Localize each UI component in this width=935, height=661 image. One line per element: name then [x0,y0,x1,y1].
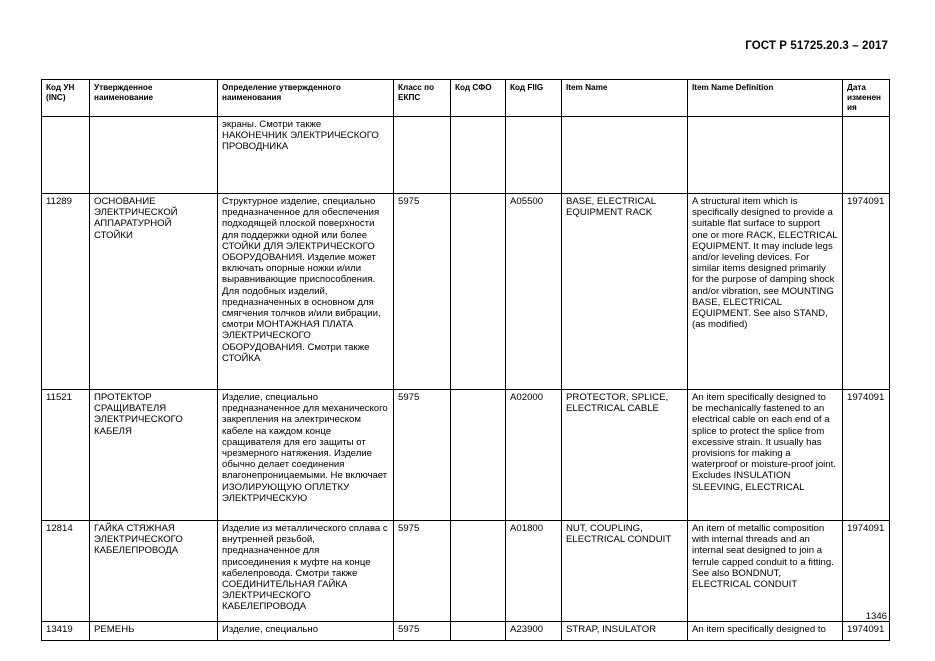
table-row [42,117,890,194]
class-cell [394,117,451,194]
table-row [42,390,890,521]
column-header: Код УН (INC) [42,80,90,117]
approved-name-cell [90,117,218,194]
fiig-cell: A23900 [506,622,562,641]
column-header: Определение утвержденного наименования [218,80,394,117]
column-header: Item Name [562,80,688,117]
definition-cell: экраны. Смотри также НАКОНЕЧНИК ЭЛЕКТРИЧЕСКОГО ПРОВОДНИКА [218,117,394,194]
fiig-cell: A02000 [506,390,562,521]
table-row [42,194,890,390]
table-row [42,622,890,641]
sfo-cell [451,622,506,641]
table-row [42,521,890,622]
definition-cell: Изделие, специально предназначенное для механического закрепления на электрическом кабеле на каждом конце сращивателя для его защиты от чрезмерного натяжения. Изделие обычно делает соединения влагонепроницаемыми. Не включает ИЗОЛИРУЮЩУЮ ОПЛЕТКУ ЭЛЕКТРИЧЕСКУЮ [218,390,394,521]
class-cell: 5975 [394,390,451,521]
inc-cell: 11521 [42,390,90,521]
date-cell: 1974091 [843,194,890,390]
sfo-cell [451,390,506,521]
item-name-cell: STRAP, INSULATOR [562,622,688,641]
page-number: 1346 [865,611,887,622]
date-cell: 1974091 [843,390,890,521]
date-cell [843,117,890,194]
item-name-cell: PROTECTOR, SPLICE, ELECTRICAL CABLE [562,390,688,521]
column-header: Код СФО [451,80,506,117]
date-cell: 1974091 [843,521,890,622]
column-header: Дата изменения [843,80,890,117]
inc-cell: 13419 [42,622,90,641]
column-header: Код FIIG [506,80,562,117]
column-header: Класс по ЕКПС [394,80,451,117]
approved-name-cell: ГАЙКА СТЯЖНАЯ ЭЛЕКТРИЧЕСКОГО КАБЕЛЕПРОВОДА [90,521,218,622]
item-name-cell: BASE, ELECTRICAL EQUIPMENT RACK [562,194,688,390]
date-cell: 1974091 [843,622,890,641]
approved-name-cell: ПРОТЕКТОР СРАЩИВАТЕЛЯ ЭЛЕКТРИЧЕСКОГО КАБЕЛЯ [90,390,218,521]
item-definition-cell: A structural item which is specifically designed to provide a suitable flat surface to support one or more RACK, ELECTRICAL EQUIPMENT. It may include legs and/or leveling devices. For similar items designed primarily for the purpose of damping shock and/or vibration, see MOUNTING BASE, ELECTRICAL EQUIPMENT. See also STAND, (as modified) [688,194,843,390]
definition-cell: Изделие из металлического сплава с внутренней резьбой, предназначенное для присоединения к муфте на конце кабелепровода. Смотри также СОЕДИНИТЕЛЬНАЯ ГАЙКА ЭЛЕКТРИЧЕСКОГО КАБЕЛЕПРОВОДА [218,521,394,622]
class-cell: 5975 [394,194,451,390]
sfo-cell [451,117,506,194]
catalog-table [41,79,890,641]
class-cell: 5975 [394,521,451,622]
item-name-cell: NUT, COUPLING, ELECTRICAL CONDUIT [562,521,688,622]
item-definition-cell: An item specifically designed to be mechanically fastened to an electrical cable on each end of a splice to protect the splice from excessive strain. It usually has provisions for making a waterproof or moisture-proof joint. Excludes INSULATION SLEEVING, ELECTRICAL [688,390,843,521]
fiig-cell: A05500 [506,194,562,390]
fiig-cell: A01800 [506,521,562,622]
item-definition-cell [688,117,843,194]
item-name-cell [562,117,688,194]
sfo-cell [451,194,506,390]
document-code: ГОСТ Р 51725.20.3 – 2017 [745,40,888,52]
item-definition-cell: An item of metallic composition with internal threads and an internal seat designed to join a ferrule capped conduit to a fitting. See also BONDNUT, ELECTRICAL CONDUIT [688,521,843,622]
inc-cell: 11289 [42,194,90,390]
item-definition-cell: An item specifically designed to [688,622,843,641]
inc-cell [42,117,90,194]
column-header: Утвержденное наименование [90,80,218,117]
approved-name-cell: ОСНОВАНИЕ ЭЛЕКТРИЧЕСКОЙ АППАРАТУРНОЙ СТОЙКИ [90,194,218,390]
table-header-row [42,80,890,117]
class-cell: 5975 [394,622,451,641]
definition-cell: Структурное изделие, специально предназначенное для обеспечения подходящей плоской поверхности для поддержки одной или более СТОЙКИ ДЛЯ ЭЛЕКТРИЧЕСКОГО ОБОРУДОВАНИЯ. Изделие может включать опорные ножки и/или выравнивающие приспособления. Для подобных изделий, предназначенных в основном для смягчения толчков и/или вибрации, смотри МОНТАЖНАЯ ПЛАТА ЭЛЕКТРИЧЕСКОГО ОБОРУДОВАНИЯ. Смотри также СТОЙКА [218,194,394,390]
approved-name-cell: РЕМЕНЬ [90,622,218,641]
inc-cell: 12814 [42,521,90,622]
fiig-cell [506,117,562,194]
column-header: Item Name Definition [688,80,843,117]
sfo-cell [451,521,506,622]
definition-cell: Изделие, специально [218,622,394,641]
